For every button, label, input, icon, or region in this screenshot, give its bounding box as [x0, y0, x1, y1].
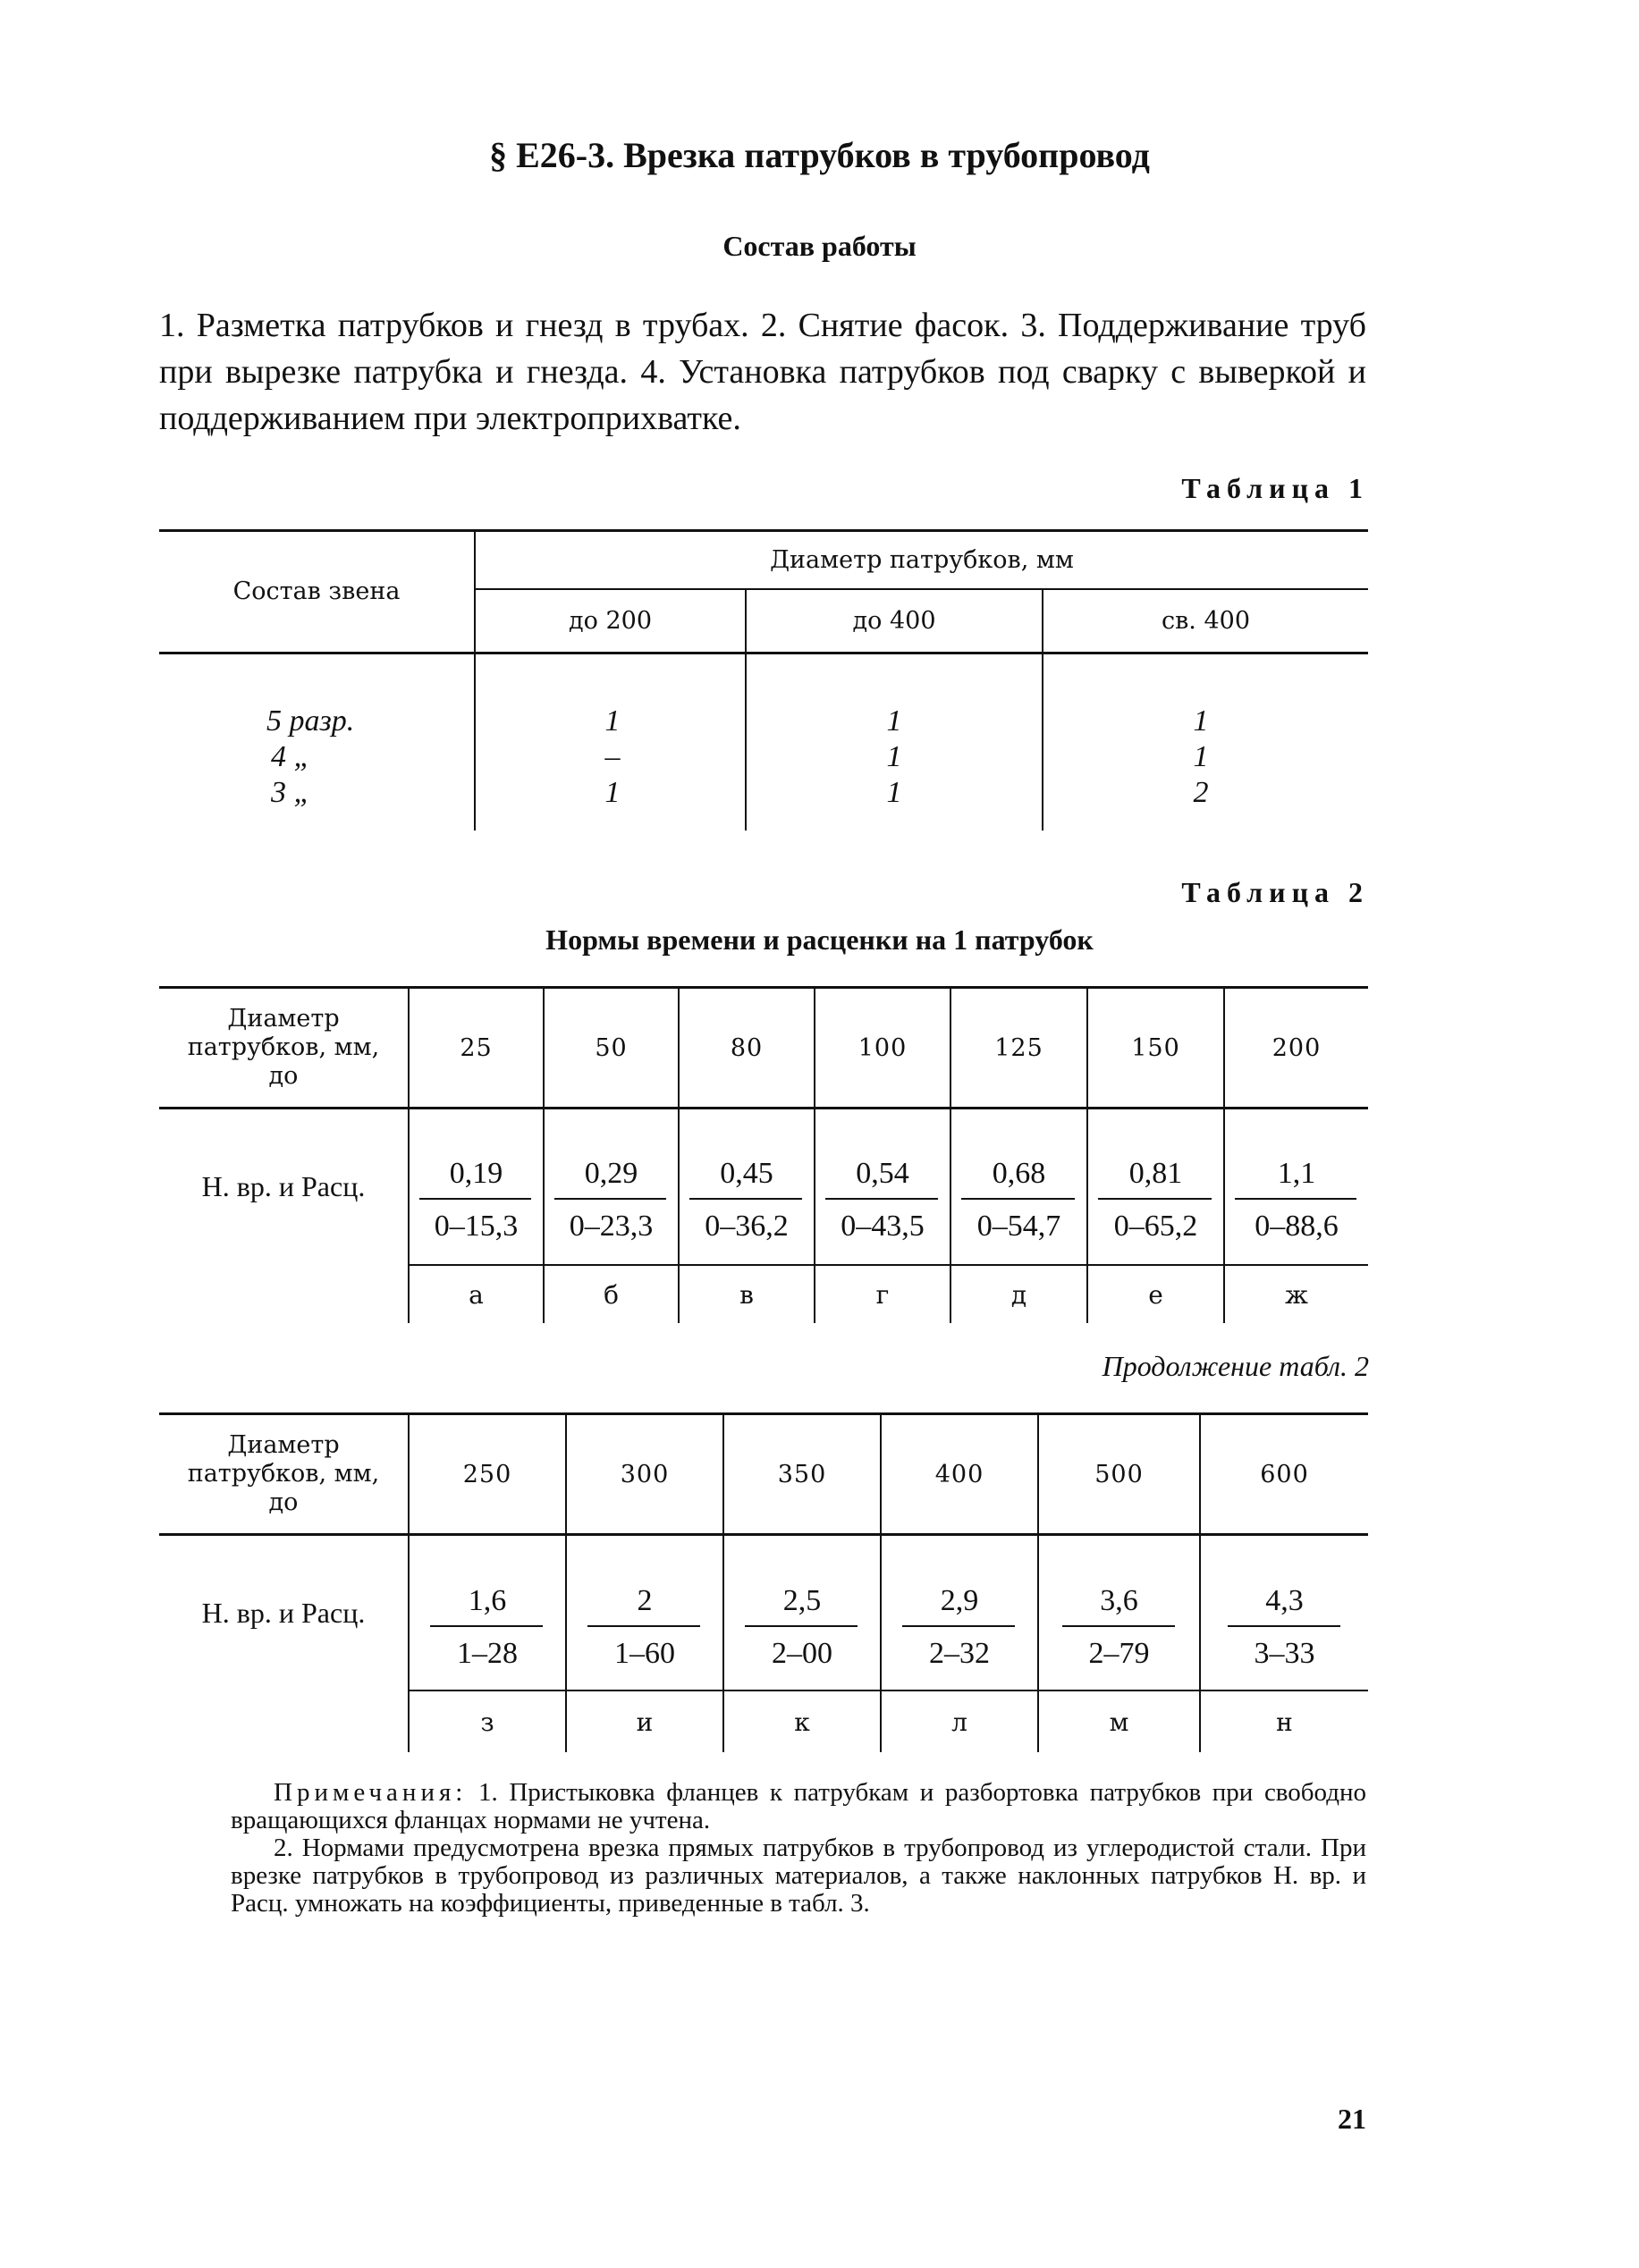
table1-cell: 1	[1193, 704, 1209, 738]
table1-diameter-header: Диаметр патрубков, мм	[770, 545, 1074, 574]
table2-norm: 1,1	[1277, 1157, 1316, 1190]
table1-cell: –	[604, 740, 621, 773]
table2-cont-diameter: 500	[1094, 1460, 1144, 1488]
table2-cont-diameter: 300	[620, 1460, 670, 1488]
table2-rate: 0–65,2	[1113, 1210, 1198, 1243]
table2-letter: е	[1148, 1279, 1163, 1310]
table1-col-header: до 400	[852, 606, 936, 635]
table2-cont-diameter: 400	[934, 1460, 984, 1488]
table2-cont-rate: 3–33	[1254, 1637, 1315, 1670]
table2-norm: 0,68	[992, 1157, 1046, 1190]
table2-cont-norm: 3,6	[1100, 1584, 1138, 1617]
table1-cell: 1	[604, 776, 621, 809]
table2-diameter-label: Диаметр патрубков, мм, до	[187, 1005, 380, 1090]
table2-diameter: 200	[1271, 1033, 1322, 1062]
note-1	[231, 1779, 1366, 1834]
table2-rate: 0–54,7	[976, 1210, 1061, 1243]
table2-letter: г	[875, 1279, 890, 1310]
table1-cell: 2	[1193, 776, 1209, 809]
table2-norm: 0,45	[720, 1157, 773, 1190]
table1-label: Таблица 1	[1181, 472, 1369, 504]
table1-cell: 1	[886, 704, 902, 738]
table2-diameter: 150	[1131, 1033, 1180, 1062]
table1-cell: 1	[886, 740, 902, 773]
page-number: 21	[1338, 2103, 1366, 2135]
table2-cont-rate: 1–28	[457, 1637, 518, 1670]
table1-col-header: до 200	[569, 606, 652, 635]
table2-diameter: 25	[460, 1033, 493, 1062]
table1-grade: 5 разр.	[266, 704, 355, 738]
table2-cont-row-label: Н. вр. и Расц.	[201, 1596, 366, 1629]
table1-cell: 1	[1193, 740, 1209, 773]
table2-cont-diameter-label: Диаметр патрубков, мм, до	[187, 1431, 380, 1516]
table2-diameter: 80	[730, 1033, 764, 1062]
table2-diameter: 100	[858, 1033, 908, 1062]
work-description: 1. Разметка патрубков и гнезд в трубах. 2. Снятие фасок. 3. Поддерживание труб при вырезке патрубка и гнезда. 4. Установка патрубков под сварку с выверкой и поддерживанием при электроприхватке.	[159, 307, 1366, 437]
note-2: 2. Нормами предусмотрена врезка прямых патрубков в трубопровод из углеродистой стали. При врезке патрубков в трубопровод из различных материалов, а также наклонных патрубков Н. вр. и Расц. умножать на коэффициенты, приведенные в табл. 3.	[231, 1834, 1366, 1918]
table2-norm: 0,29	[584, 1157, 638, 1190]
table2-cont-letter: м	[1109, 1707, 1129, 1737]
table2-cont-diameter: 350	[777, 1460, 827, 1488]
table2-cont-norm: 4,3	[1265, 1584, 1304, 1617]
table1-grade: 3 „	[271, 776, 311, 809]
section-subtitle: Состав работы	[722, 230, 917, 262]
table2-cont-rate: 2–79	[1088, 1637, 1150, 1670]
table2-cont-letter: з	[480, 1707, 494, 1737]
table2-letter: в	[739, 1279, 754, 1310]
table2-cont-diameter: 250	[462, 1460, 512, 1488]
table1-cell: 1	[886, 776, 902, 809]
table2-norm: 0,81	[1128, 1157, 1183, 1190]
table2-norm: 0,54	[856, 1157, 909, 1190]
table2-cont-rate: 1–60	[614, 1637, 675, 1670]
table1-cell: 1	[604, 704, 621, 738]
table1-grade: 4 „	[271, 740, 311, 773]
note-1-text: 1. Пристыковка фланцев к патрубкам и разбортовка патрубков при свободно вращающихся фланцах нормами не учтена.	[231, 1778, 1366, 1834]
table2-rate: 0–15,3	[434, 1210, 519, 1243]
table1-col-header: св. 400	[1161, 606, 1251, 635]
section-title: § Е26-3. Врезка патрубков в трубопровод	[489, 135, 1150, 175]
table2-diameter: 125	[994, 1033, 1043, 1062]
table2-rate: 0–36,2	[705, 1210, 789, 1243]
table2-letter: а	[469, 1279, 484, 1310]
table2-cont-diameter: 600	[1260, 1460, 1309, 1488]
table2-continuation-label: Продолжение табл. 2	[1102, 1350, 1369, 1382]
table2-rate: 0–23,3	[569, 1210, 654, 1243]
table2-norm: 0,19	[449, 1157, 503, 1190]
table2-cont-letter: л	[951, 1707, 967, 1737]
table2-cont-rate: 2–00	[772, 1637, 832, 1670]
table2-cont-letter: и	[636, 1707, 654, 1737]
table2-cont-norm: 2	[637, 1584, 653, 1617]
table2-letter: д	[1010, 1279, 1027, 1310]
table2-letter: ж	[1285, 1279, 1308, 1310]
table2-cont-norm: 1,6	[468, 1584, 507, 1617]
table2-caption: Нормы времени и расценки на 1 патрубок	[545, 923, 1094, 956]
table2-cont-rate: 2–32	[929, 1637, 990, 1670]
table2-rate: 0–88,6	[1255, 1210, 1339, 1243]
table2-letter: б	[604, 1279, 619, 1310]
table2-label: Таблица 2	[1181, 876, 1369, 908]
table1-crew-header: Состав звена	[232, 578, 401, 605]
table2-cont-letter: н	[1276, 1707, 1293, 1737]
table2-cont-letter: к	[794, 1707, 810, 1737]
notes	[231, 1779, 1366, 1918]
table2-row-label: Н. вр. и Расц.	[201, 1170, 366, 1202]
notes-heading: Примечания:	[274, 1778, 468, 1807]
table2-cont-norm: 2,5	[782, 1584, 822, 1617]
table2-cont-norm: 2,9	[940, 1584, 979, 1617]
table2-diameter: 50	[595, 1033, 628, 1062]
table2-rate: 0–43,5	[841, 1210, 925, 1243]
